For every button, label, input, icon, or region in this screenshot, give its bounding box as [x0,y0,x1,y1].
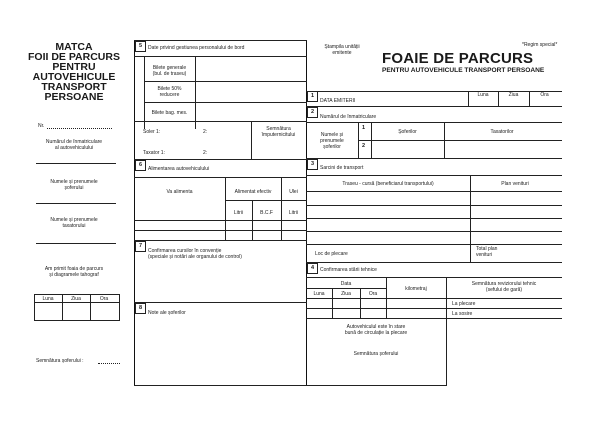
sec3-total-income: venituri [476,252,493,258]
sec5-label-col [195,56,196,129]
sec3-line [306,218,562,219]
sec4-line [446,298,562,299]
sec3-col-route: Traseu - cursă (beneficiarul transportului) [342,181,434,187]
sec4-col-hour: Ora [368,291,378,297]
drivers-col-conductor: Taxatorilor [490,129,514,135]
sec5-tickets-luggage: Bilete bag. mes. [151,110,188,116]
sec3-title: Sarcini de transport [320,165,364,171]
sec3-line [306,158,562,159]
stub-registration-label: al autovehiculului [54,145,94,151]
sec2-line [306,106,562,107]
sec7-title: Confirmarea cursilor în convenție [148,248,222,254]
sec6-line [134,230,307,231]
sec5-taxator-2: 2: [203,150,208,156]
drivers-label: Numele și [320,132,344,138]
sec4-title: Confirmarea stării tehnice [320,267,377,273]
sec4-col-day: Ziua [341,291,351,297]
sec6-sub-litres: Litrii [233,210,244,216]
sec1-title: DATA EMITERII [320,98,356,104]
section-number: 4 [307,263,318,274]
technical-text: Autovehiculul este în stare [346,324,406,330]
stub-received-label: și diagramele tahograf [49,272,99,278]
sec3-line [306,205,562,206]
sec7-title: (speciale și notări ale organului de control) [148,254,242,260]
stub-driver-label: șoferului [64,185,84,191]
stub-title-line: FOII DE PARCURS [28,51,120,63]
sec5-tickets-general: (bul. de traseu) [152,71,187,77]
sec4-col-month: Luna [313,291,325,297]
sec3-line [306,231,562,232]
sec3-total-income: Total plan [476,246,498,252]
section-number: 6 [135,160,146,171]
sec4-col [446,277,447,385]
sec1-col-day: Ziua [508,92,519,98]
stub-title-line: TRANSPORT [41,81,107,93]
sec5-line [134,121,307,122]
stub-conductor-line[interactable] [36,243,116,244]
sec5-tickets-50: reducere [159,92,180,98]
sec5-taxator: Taxator 1: [143,150,165,156]
section-number: 8 [135,303,146,314]
stub-registration-line[interactable] [36,163,116,164]
drivers-label: prenumele [320,138,344,144]
perforation-line [134,40,135,386]
sec4-at-arrival: La sosire [452,311,473,317]
sec4-line [306,277,562,278]
stub-date-day: Ziua [71,296,81,302]
sec6-col-fed: Alimentat efectiv [234,189,272,195]
stub-title-line: PENTRU [52,61,96,73]
sec1-col-month: Luna [477,92,489,98]
sec5-line [144,102,307,103]
sec5-title: Date privind gestiunea personalului de bord [148,45,245,51]
sec6-col-oil: Ulei [289,189,298,195]
stub-date-month: Luna [42,296,54,302]
drivers-line [358,140,562,141]
sec8-line [134,302,307,303]
sec5-line [144,81,307,82]
sec7-line [134,240,307,241]
sec3-col-income: Plan venituri [501,181,529,187]
sec5-soler-2: 2: [203,129,208,135]
sec6-sub-bcf: B.C.F [260,210,273,216]
sec6-line [134,159,307,160]
form-title: FOAIE DE PARCURS [382,50,534,67]
sec3-departure: Loc de plecare [315,251,348,257]
stub-driver-line[interactable] [36,203,116,204]
sec5-line [134,56,307,57]
stub-signature-line[interactable] [98,363,120,364]
special-regime-label: *Regim special* [522,42,558,48]
sec6-title: Alimentarea autovehiculului [148,166,210,172]
stub-registration-label: Numărul de înmatriculare [45,139,103,145]
sec4-line [306,262,562,263]
technical-text: bună de circulație la plecare [344,330,408,336]
sec4-date: Data [340,281,352,287]
drivers-row-number: 2 [359,142,368,151]
sec4-line [306,298,446,299]
technical-signature: Semnătura șoferului [353,351,399,357]
stub-conductor-label: Numele și prenumele [50,217,98,223]
stub-title-line: PERSOANE [44,91,104,103]
stub-driver-label: Numele și prenumele [50,179,98,185]
sec3-line [306,191,562,192]
stub-driver-signature: Semnătura șoferului : [36,358,84,364]
form-bottom-border [134,385,447,386]
sec4-tech-signature: (sefului de gară) [485,287,523,293]
drivers-label: șoferilor [323,144,341,150]
sec5-tickets-general: Bilete generale [152,65,187,71]
sec4-line [306,318,562,319]
stub-received-label: Am primit foaia de parcurs [44,266,104,272]
sec6-line [225,200,307,201]
section-number: 1 [307,91,318,102]
sec5-tickets-50: Bilete 50% [157,86,182,92]
section-number: 3 [307,159,318,170]
stub-title-line: MATCA [55,41,93,53]
sec5-signature-label: împuternicitului [261,132,296,138]
stamp-label: emitente [332,50,352,56]
drivers-row-number: 1 [359,124,368,133]
sec4-at-departure: La plecare [452,301,476,307]
sec3-line [306,175,562,176]
stub-date-header-line [34,302,119,303]
drivers-col-driver: Șoferilor [398,129,417,135]
drivers-line [306,122,562,123]
stub-conductor-label: taxatorului [62,223,86,229]
middle-top-border [134,40,307,41]
stub-nr-field[interactable] [47,128,112,129]
sec3-line [306,244,562,245]
sec6-line [134,220,307,221]
section-number: 7 [135,241,146,252]
sec4-km: kilometraj [405,286,427,292]
stamp-label: Ștampila unității [324,44,360,50]
sec4-line [306,288,386,289]
sec6-sub-litres2: Litrii [288,210,299,216]
sec8-title: Note ale șoferilor [148,310,186,316]
section-number: 5 [135,41,146,52]
stub-date-hour: Ora [99,296,109,302]
stub-title-line: AUTOVEHICULE [32,71,116,83]
sec4-tech-signature: Semnătura reviziorului tehnic [471,281,537,287]
sec1-col-hour: Ora [540,92,549,98]
form-subtitle: PENTRU AUTOVEHICULE TRANSPORT PERSOANE [382,67,545,74]
sec6-col-fuel: Va alimenta [166,189,193,195]
sec4-line [306,308,562,309]
sec5-signature-label: Semnătura [266,126,291,132]
sec5-soler: Soler 1: [143,129,161,135]
section-number: 2 [307,107,318,118]
sec2-title: Numărul de înmatriculare [320,114,377,120]
stub-nr-label: Nr. [38,123,45,129]
